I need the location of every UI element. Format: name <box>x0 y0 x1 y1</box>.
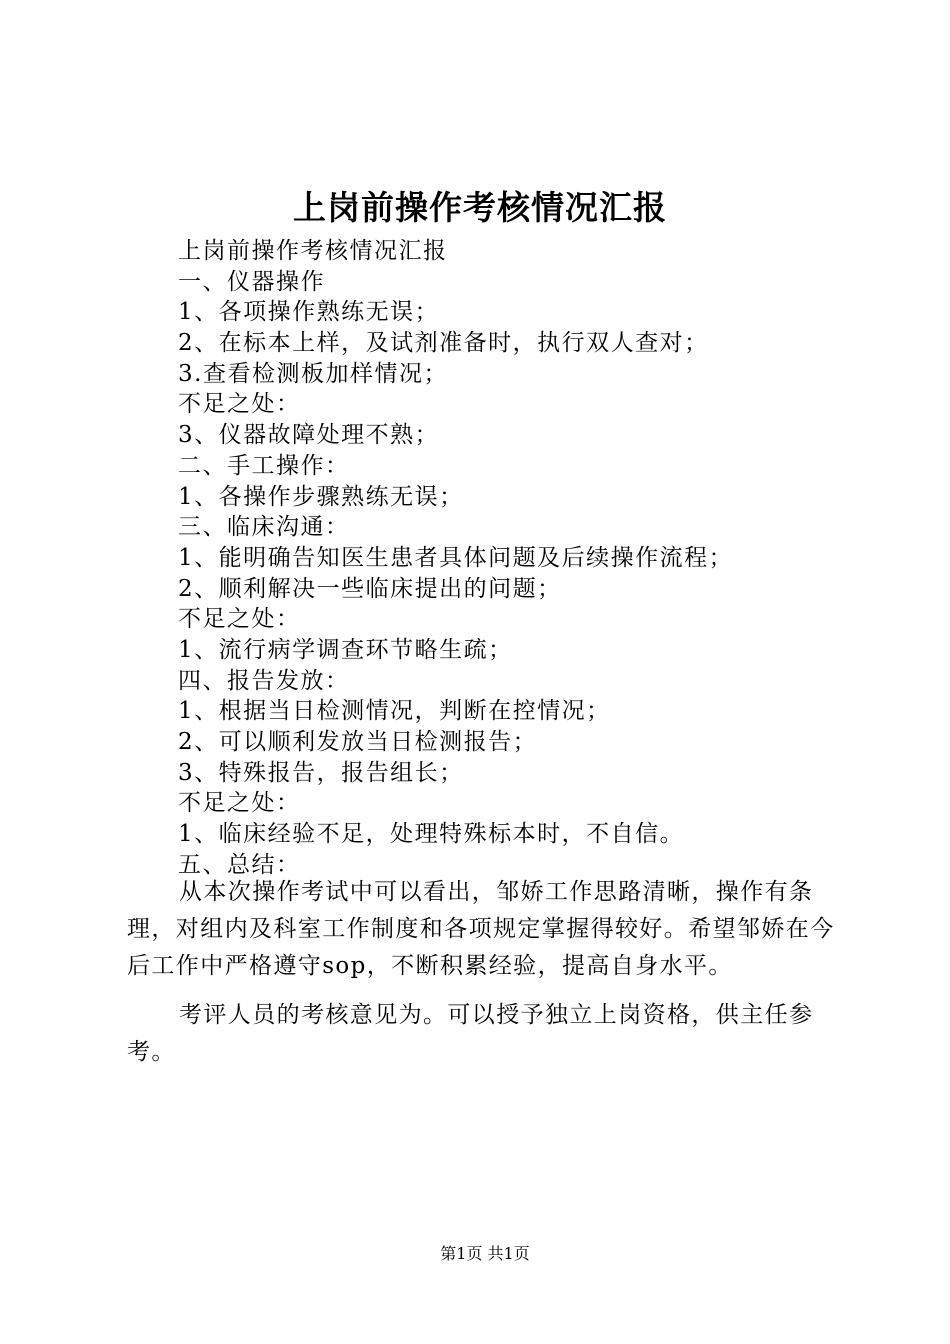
shortcoming-heading: 不足之处： <box>178 391 301 418</box>
section-heading: 四、报告发放： <box>178 667 350 694</box>
summary-paragraph: 从本次操作考试中可以看出，邹娇工作思路清晰，操作有条理，对组内及科室工作制度和各项规定掌握得较好。希望邹娇在今后工作中严格遵守sop，不断积累经验，提高自身水平。 <box>127 879 835 979</box>
list-item: 1、能明确告知医生患者具体问题及后续操作流程； <box>178 544 734 571</box>
section-heading: 五、总结： <box>178 851 301 878</box>
list-item: 1、根据当日检测情况，判断在控情况； <box>178 698 611 725</box>
list-item: 2、可以顺利发放当日检测报告； <box>178 729 538 755</box>
section-heading: 三、临床沟通： <box>178 514 350 541</box>
list-item: 1、流行病学调查环节略生疏； <box>178 636 513 663</box>
text-line: 上岗前操作考核情况汇报 <box>178 238 448 264</box>
document-title: 上岗前操作考核情况汇报 <box>293 188 667 227</box>
list-item: 1、临床经验不足，处理特殊标本时，不自信。 <box>178 821 685 848</box>
list-item: 2、在标本上样，及试剂准备时，执行双人查对； <box>178 330 709 357</box>
list-item: 1、各项操作熟练无误； <box>178 299 440 326</box>
list-item: 1、各操作步骤熟练无误； <box>178 483 464 510</box>
list-item: 3.查看检测板加样情况； <box>178 360 448 387</box>
section-heading: 二、手工操作： <box>178 452 350 479</box>
shortcoming-heading: 不足之处： <box>178 606 301 633</box>
document-body <box>178 236 878 880</box>
review-paragraph: 考评人员的考核意见为。可以授予独立上岗资格，供主任参考。 <box>127 1002 814 1065</box>
list-item: 3、特殊报告，报告组长； <box>178 759 464 786</box>
page-footer: 第1页 共1页 <box>440 1244 530 1263</box>
list-item: 3、仪器故障处理不熟； <box>178 422 440 449</box>
section-heading: 一、仪器操作 <box>178 268 325 295</box>
list-item: 2、顺利解决一些临床提出的问题； <box>178 575 562 602</box>
shortcoming-heading: 不足之处： <box>178 790 301 817</box>
